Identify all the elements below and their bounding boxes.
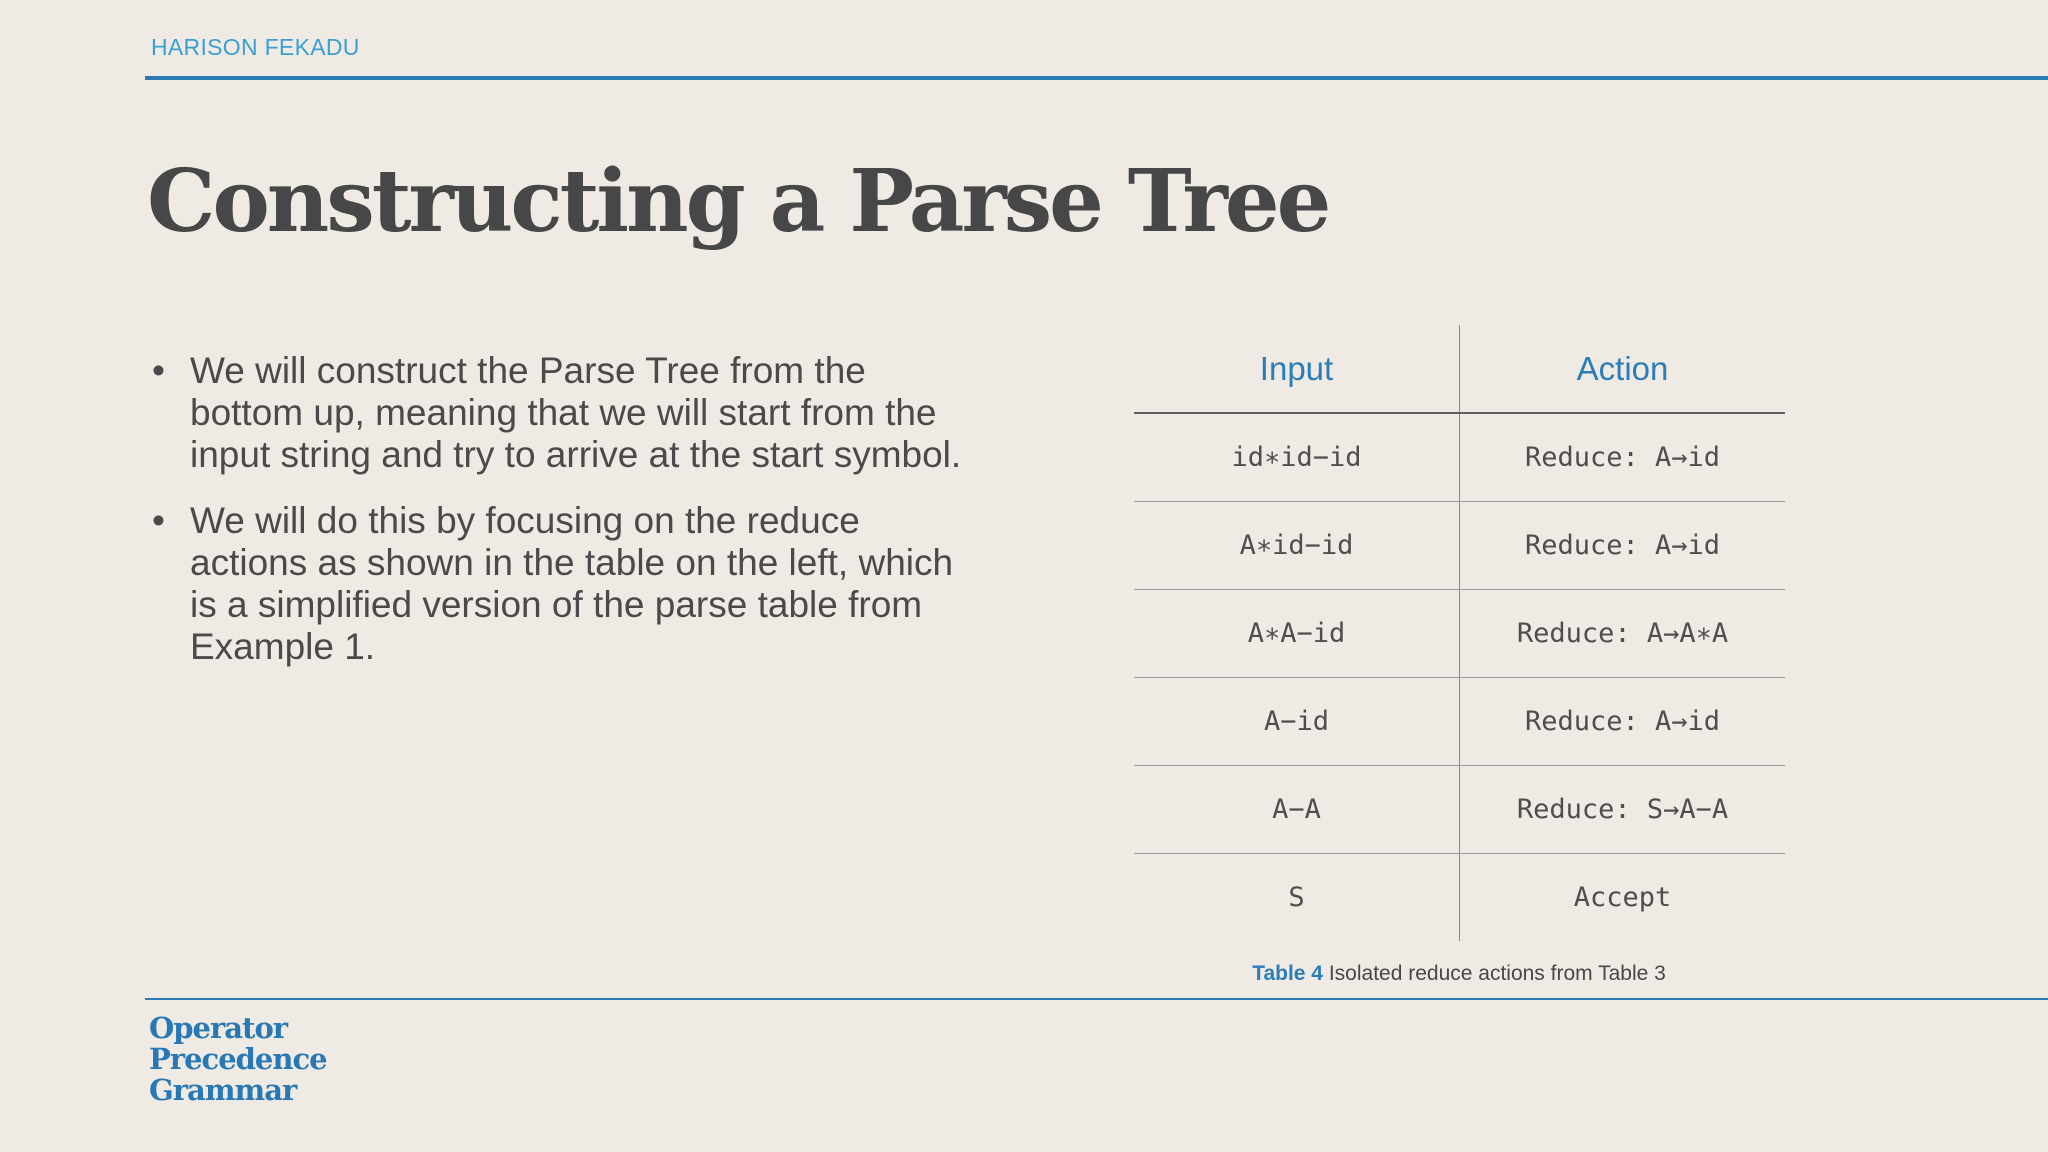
table-row (1134, 678, 1785, 766)
input-cell: A∗A−id (1134, 590, 1460, 678)
input-cell: S (1134, 854, 1460, 942)
column-header-action: Action (1460, 325, 1786, 413)
slide-title: Constructing a Parse Tree (147, 151, 1329, 252)
header-divider (145, 76, 2048, 80)
action-cell: Reduce: A→id (1460, 678, 1786, 766)
input-cell: A−id (1134, 678, 1460, 766)
input-cell: A∗id−id (1134, 502, 1460, 590)
footer-divider (145, 998, 2048, 1000)
column-header-input: Input (1134, 325, 1460, 413)
table-caption (1134, 962, 1784, 986)
footer-title (149, 1013, 369, 1106)
bullet-text: We will do this by focusing on the reduce actions as shown in the table on the left, which is a simplified version of the parse table from Example 1. (190, 500, 954, 667)
caption-text: Isolated reduce actions from Table 3 (1323, 962, 1666, 985)
footer-title-line: Operator (149, 1011, 288, 1045)
table-row (1134, 590, 1785, 678)
table-row (1134, 502, 1785, 590)
bullet-text: We will construct the Parse Tree from the bottom up, meaning that we will start from the input string and try to arrive at the start symbol. (190, 350, 962, 475)
bullet-marker: • (152, 350, 165, 391)
bullet-item (150, 350, 970, 476)
table-row (1134, 766, 1785, 854)
input-cell: id∗id−id (1134, 413, 1460, 502)
caption-label: Table 4 (1252, 962, 1323, 985)
input-cell: A−A (1134, 766, 1460, 854)
footer-title-line: Precedence (149, 1042, 327, 1076)
action-cell: Reduce: A→id (1460, 413, 1786, 502)
action-cell: Reduce: A→id (1460, 502, 1786, 590)
action-cell: Reduce: A→A∗A (1460, 590, 1786, 678)
action-cell: Accept (1573, 882, 1672, 913)
reduce-actions-table (1134, 325, 1784, 941)
table-header-row (1134, 325, 1785, 413)
table (1134, 325, 1785, 941)
table-row (1134, 413, 1785, 502)
table-row (1134, 854, 1785, 942)
author-name: HARISON FEKADU (151, 34, 360, 60)
bullet-list (150, 350, 970, 692)
bullet-marker: • (152, 500, 165, 541)
action-cell: Reduce: S→A−A (1460, 766, 1786, 854)
bullet-item (150, 500, 970, 668)
footer-title-line: Grammar (149, 1073, 297, 1107)
